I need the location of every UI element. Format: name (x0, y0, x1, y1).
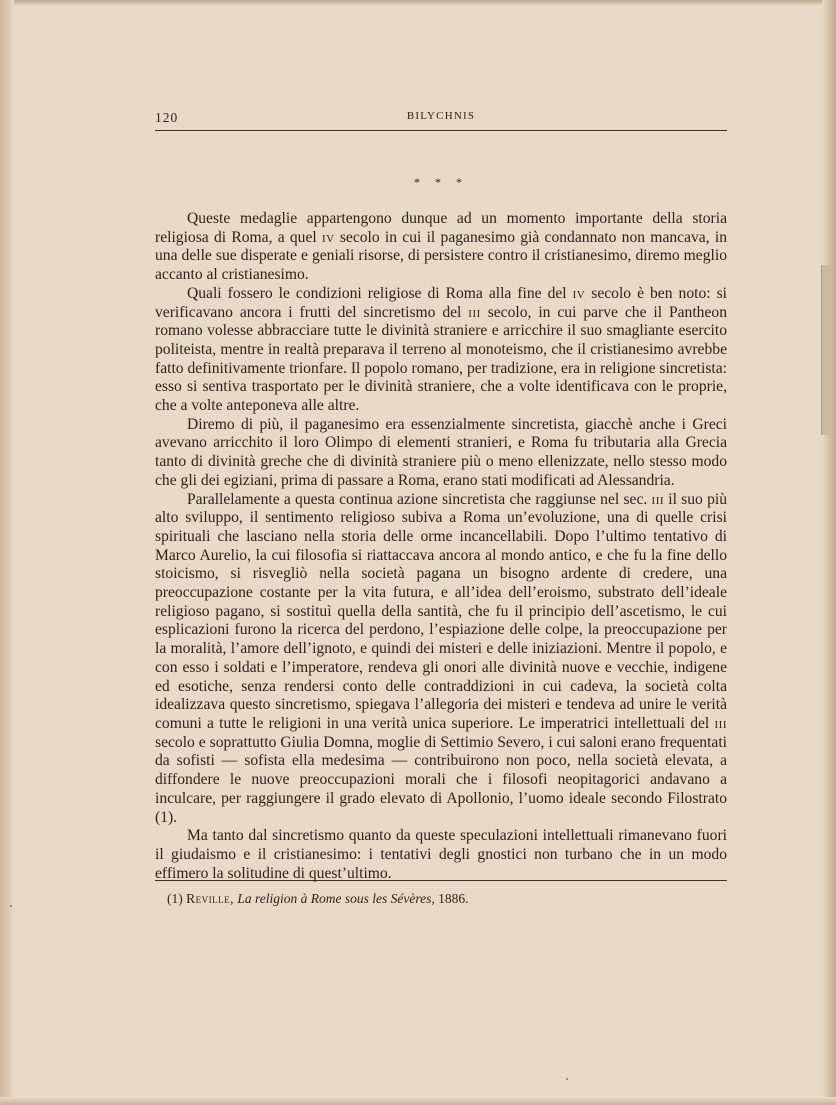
paper-speck (566, 1078, 568, 1080)
roman-numeral: iii (651, 490, 665, 508)
paragraph (155, 827, 727, 883)
page-number: 120 (155, 110, 179, 125)
header-rule (155, 130, 727, 131)
article-body (155, 210, 727, 883)
running-title: BILYCHNIS (406, 110, 476, 122)
roman-numeral: iv (321, 228, 335, 246)
paragraph-text: secolo e soprattutto Giulia Domna, moglie di Settimio Severo, i cui saloni erano frequentati da sofisti — sofista ella medesima — contribuirono non poco, nella società elevata, a diffondere le nuove preoccupazioni morali che i filosofi neopitagorici andavano a inculcare, per raggiungere il grado elevato di Apollonio, l’uomo ideale secondo Filostrato (1). (155, 733, 727, 826)
roman-numeral: iii (468, 303, 481, 321)
page-top-edge (0, 0, 836, 6)
footnote (167, 891, 727, 907)
section-marker: * * * (414, 175, 468, 189)
paragraph (155, 416, 727, 491)
page-left-edge (0, 0, 14, 1105)
paragraph (155, 285, 727, 416)
paragraph (155, 491, 727, 828)
paragraph-text: Quali fossero le condizioni religiose di Roma alla fine del (187, 284, 573, 302)
paragraph-text: secolo in cui il paganesimo già condannato non mancava, in una delle sue disperate e geniali risorse, di persistere contro il cristianesimo, diremo meglio accanto al cristianesimo. (155, 228, 727, 284)
paragraph (155, 210, 727, 285)
paragraph-text: secolo è ben noto: si verificavano ancora i frutti del sincretismo del (155, 284, 727, 321)
paragraph-text: Parallelamente a questa continua azione sincretista che raggiunse nel sec. (187, 490, 652, 508)
page-bottom-edge (0, 1097, 836, 1105)
roman-numeral: iii (714, 714, 727, 732)
paragraph-text: Ma tanto dal sincretismo quanto da queste speculazioni intellettuali rimanevano fuori il giudaismo e il cristianesimo: i tentativi degli gnostici non turbano che in un modo effimero la solitudine di quest’ultimo. (155, 827, 727, 882)
paragraph-text: Diremo di più, il paganesimo era essenzialmente sincretista, giacchè anche i Greci avevano arricchito il loro Olimpo di elementi stranieri, e Roma fu tributaria alla Grecia tanto di divinità greche che di divinità straniere più o meno ellenizzate, nello stesso modo che gli dei egiziani, prima di passare a Roma, erano stati modificati ad Alessandria. (155, 415, 727, 489)
footnote-title: La religion à Rome sous les Sévères, (237, 891, 435, 906)
paragraph-text: Queste medaglie appartengono dunque ad un momento importante della storia religiosa di Roma, a quel (155, 210, 727, 246)
footnote-marker: (1) (167, 891, 183, 906)
roman-numeral: iv (572, 284, 586, 302)
paper-speck (10, 905, 12, 907)
footnote-author: Reville, (186, 891, 234, 906)
footnote-rule (155, 880, 727, 881)
page-edge-tab (821, 265, 832, 435)
paragraph-text: il suo più alto sviluppo, il sentimento religioso subiva a Roma un’evoluzione, una di quelle crisi spirituali che lasciano nella storia delle orme incancellabili. Dopo l’ultimo tentativo di Marco Aurelio, la cui filosofia si riattaccava ancora al mondo antico, e che fu la fine dello stoicismo, si risvegliò nella società pagana un bisogno ardente di credere, una preoccupazione costante per la vita futura, e all’idea dell’eroismo, substrato dell’ideale religioso pagano, si sostituì quella della santità, che fu il principio dell’ascetismo, le cui esplicazioni furono la ricerca del perdono, l’espiazione delle colpe, la preoccupazione per la moralità, l’amore dell’ignoto, e quindi dei misteri e delle iniziazioni. Mentre il popolo, e con esso i soldati e l’imperatore, rendeva gli onori alle divinità nuove e vecchie, indigene ed esotiche, senza rendersi conto delle contraddizioni in cui cadeva, la società colta idealizzava questo sincretismo, spiegava l’allegoria dei misteri e tendeva ad unire le verità comuni a tutte le religioni in una verità unica superiore. Le imperatrici intellettuali del (155, 490, 728, 732)
footnote-year: 1886. (438, 891, 469, 906)
page-right-edge (822, 0, 836, 1105)
paragraph-text: secolo, in cui parve che il Pantheon romano volesse abbracciare tutte le divinità straniere e arricchire il suo smagliante esercito politeista, mentre in realtà preparava il terreno al monoteismo, che il cristianesimo avrebbe fatto definitivamente trionfare. Il popolo romano, per tradizione, era in religione sincretista: esso si sentiva trasportato per le divinità straniere, che a volte identificava con le proprie, che a volte anteponeva alle altre. (155, 303, 727, 415)
